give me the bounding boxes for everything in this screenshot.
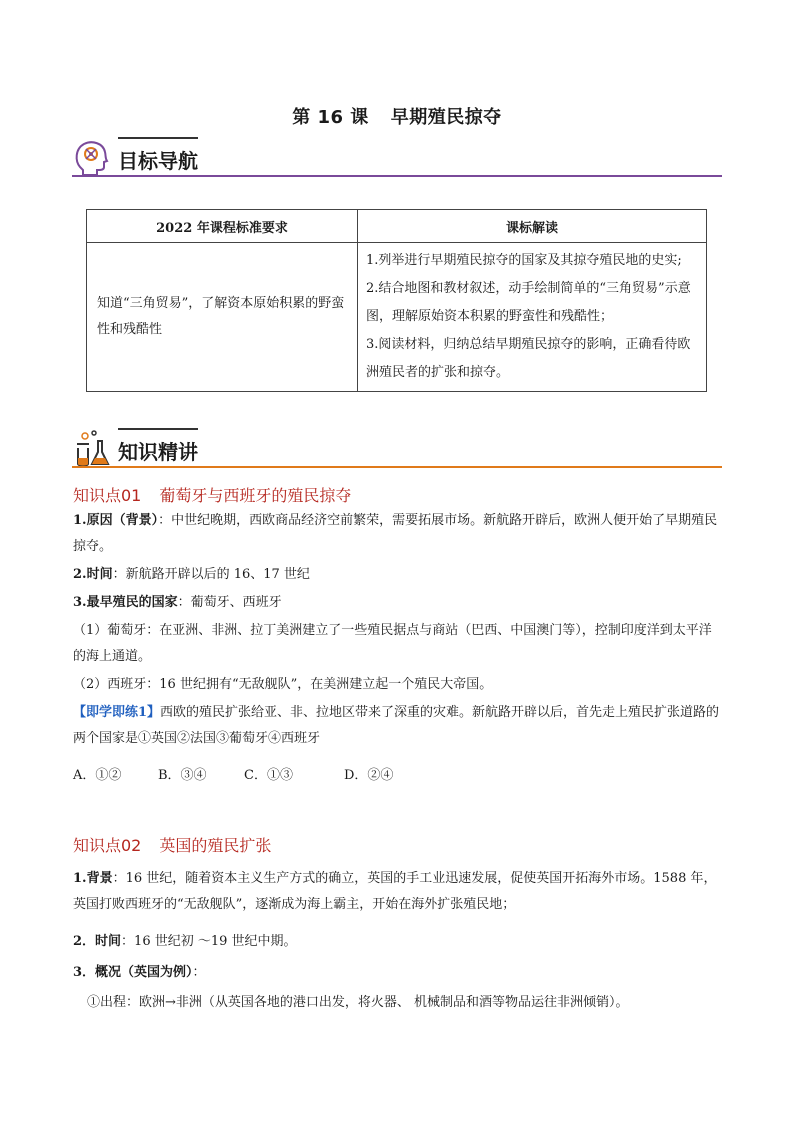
standard-interpretation-cell — [358, 243, 707, 392]
paragraph-text: ：16 世纪初 ～19 世纪中期。 — [121, 934, 297, 949]
section-rule — [72, 466, 722, 468]
paragraph-countries — [73, 590, 723, 616]
interpretation-item: 3.阅读材料，归纳总结早期殖民掠夺的影响，正确看待欧洲殖民者的扩张和掠夺。 — [366, 337, 691, 380]
section-overline — [118, 428, 198, 430]
table-header-cell: 课标解读 — [358, 210, 707, 243]
paragraph-outbound: ①出程：欧洲→非洲（从英国各地的港口出发，将火器、 机械制品和酒等物品运往非洲倾销）。 — [87, 995, 629, 1010]
paragraph-spain: （2）西班牙：16 世纪拥有“无敌舰队”，在美洲建立起一个殖民大帝国。 — [73, 677, 493, 692]
option-d[interactable]: D．②④ — [344, 768, 394, 783]
standards-table — [86, 209, 707, 392]
paragraph-label: 2.时间 — [73, 567, 113, 582]
interpretation-item: 1.列举进行早期殖民掠夺的国家及其掠夺殖民地的史实; — [366, 253, 682, 268]
lesson-number: 第 16 课 — [292, 107, 369, 128]
practice-question — [73, 700, 723, 752]
table-header-cell: 2022 年课程标准要求 — [87, 210, 358, 243]
lesson-name: 早期殖民掠夺 — [390, 107, 502, 128]
paragraph-label: 1.原因（背景） — [73, 513, 159, 528]
answer-options — [73, 764, 393, 783]
paragraph-portugal: （1）葡萄牙：在亚洲、非洲、拉丁美洲建立了一些殖民据点与商站（巴西、中国澳门等），控制印度洋到太平洋的海上通道。 — [73, 623, 712, 664]
section-title: 知识精讲 — [118, 440, 198, 464]
paragraph-label: 2．时间 — [73, 934, 122, 949]
practice-label: 【即学即练1】 — [73, 705, 161, 720]
page-title — [0, 103, 794, 129]
paragraph-overview — [73, 960, 723, 986]
option-a[interactable]: A．①② — [73, 768, 122, 783]
paragraph-label: 3．概况（英国为例） — [73, 965, 193, 980]
section-header-goals — [72, 137, 722, 177]
paragraph-time — [73, 929, 723, 955]
lab-flask-icon — [72, 428, 112, 468]
section-header-knowledge — [72, 428, 722, 468]
option-b[interactable]: B．③④ — [158, 768, 207, 783]
practice-text: 西欧的殖民扩张给亚、非、拉地区带来了深重的灾难。新航路开辟以后，首先走上殖民扩张道路的两个国家是①英国②法国③葡萄牙④西班牙 — [73, 705, 720, 746]
section-rule — [72, 175, 722, 177]
paragraph-text: ：16 世纪，随着资本主义生产方式的确立，英国的手工业迅速发展，促使英国开拓海外市场。1588 年，英国打败西班牙的“无敌舰队”，逐渐成为海上霸主，开始在海外扩张殖民地； — [73, 871, 717, 912]
section-title: 目标导航 — [118, 149, 198, 173]
section-overline — [118, 137, 198, 139]
table-row — [87, 243, 707, 392]
knowledge-point-number: 知识点02 — [73, 836, 142, 855]
standard-requirement-cell: 知道“三角贸易”，了解资本原始积累的野蛮性和残酷性 — [87, 243, 358, 392]
option-c[interactable]: C．①③ — [244, 768, 293, 783]
knowledge-point-heading — [73, 833, 271, 856]
interpretation-item: 2.结合地图和教材叙述，动手绘制简单的“三角贸易”示意图，理解原始资本积累的野蛮性和残酷性； — [366, 281, 691, 324]
paragraph-label: 3.最早殖民的国家 — [73, 595, 178, 610]
brain-gear-icon — [72, 137, 112, 177]
paragraph-time — [73, 562, 723, 588]
table-header-row — [87, 210, 707, 243]
knowledge-point-title: 英国的殖民扩张 — [159, 836, 272, 855]
knowledge-point-number: 知识点01 — [73, 486, 142, 505]
knowledge-point-title: 葡萄牙与西班牙的殖民掠夺 — [159, 486, 352, 505]
paragraph-text: ：葡萄牙、西班牙 — [177, 595, 282, 610]
paragraph-text: ：中世纪晚期，西欧商品经济空前繁荣，需要拓展市场。新航路开辟后，欧洲人便开始了早期殖民掠夺。 — [73, 513, 718, 554]
paragraph-cause — [73, 508, 723, 560]
paragraph-label: 1.背景 — [73, 871, 113, 886]
paragraph-text: ： — [192, 965, 206, 980]
knowledge-point-heading — [73, 483, 351, 506]
paragraph-background — [73, 866, 723, 918]
paragraph-text: ：新航路开辟以后的 16、17 世纪 — [112, 567, 310, 582]
